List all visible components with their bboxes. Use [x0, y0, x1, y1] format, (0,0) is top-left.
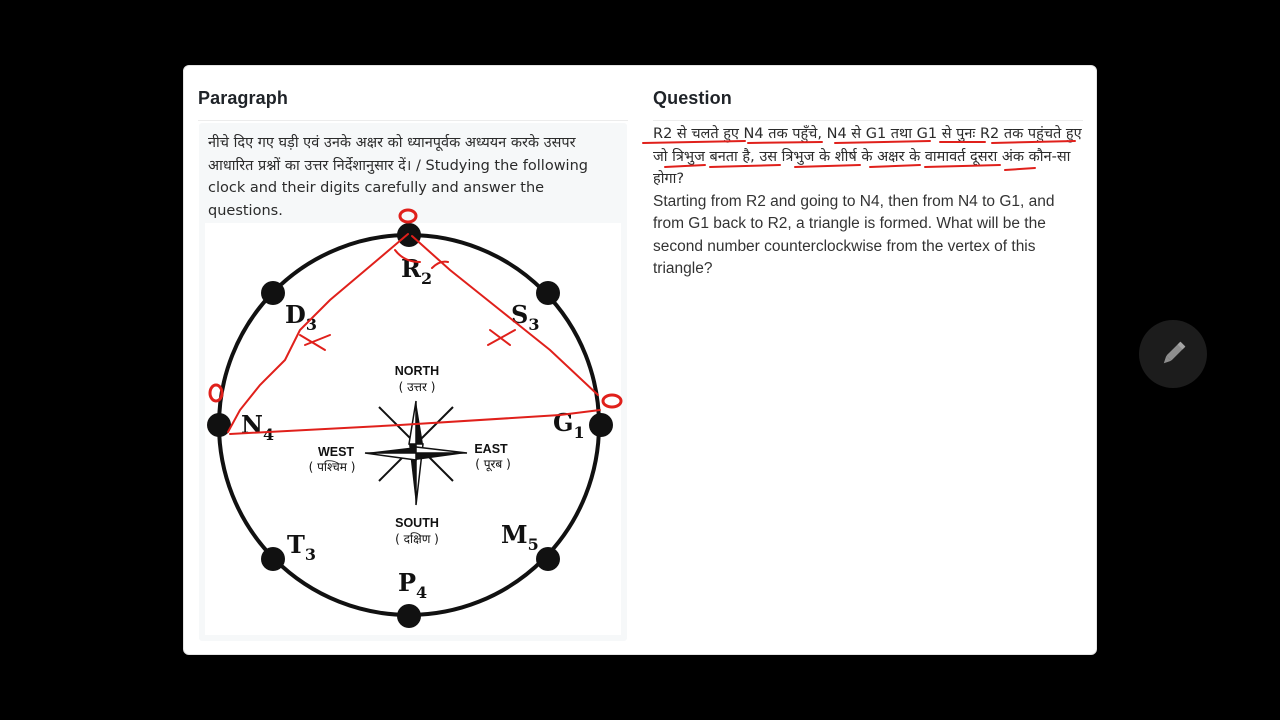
question-panel [653, 123, 1083, 281]
svg-text:EAST: EAST [474, 442, 508, 456]
question-text-hindi: R2 से चलते हुए N4 तक पहुँचे, N4 से G1 तथा G1 से पुनः R2 तक पहुंचते हुए जो त्रिभुज बनता है, उस त्रिभुज के शीर्ष के अक्षर के वामावर्त दूसरा अंक कौन-सा होगा? [653, 126, 1082, 187]
label-D: $D_3$ [285, 300, 317, 334]
svg-text:( उत्तर ): ( उत्तर ) [398, 380, 436, 394]
clock-diagram [205, 223, 621, 635]
paragraph-divider [198, 120, 628, 121]
paragraph-text: नीचे दिए गए घड़ी एवं उनके अक्षर को ध्यानपूर्वक अध्ययन करके उसपर आधारित प्रश्नों का उत्तर निर्देशानुसार दें। / Studying the following clock and their digits carefully and answer the questions. [208, 135, 588, 219]
svg-text:WEST: WEST [317, 445, 355, 459]
pencil-icon [1156, 337, 1190, 371]
question-card [183, 65, 1097, 655]
label-T: $T_3$ [287, 530, 316, 564]
paragraph-title: Paragraph [198, 88, 288, 108]
svg-text:( दक्षिण ): ( दक्षिण ) [395, 532, 439, 546]
label-P: $P_4$ [398, 568, 428, 602]
edit-button[interactable] [1139, 320, 1207, 388]
paragraph-panel [199, 123, 627, 641]
label-N: $N_4$ [241, 410, 275, 444]
compass-rose [365, 401, 467, 505]
clock-figure [205, 223, 621, 635]
question-divider [653, 120, 1083, 121]
svg-text:NORTH: NORTH [394, 364, 440, 378]
label-S: $S_3$ [511, 300, 540, 334]
question-title: Question [653, 88, 732, 108]
label-G: $G_1$ [553, 408, 585, 442]
label-R: $R_2$ [401, 254, 433, 288]
svg-text:( पश्चिम ): ( पश्चिम ) [308, 460, 356, 474]
label-M: $M_5$ [501, 520, 539, 554]
svg-text:( पूरब ): ( पूरब ) [475, 457, 511, 471]
question-text-english: Starting from R2 and going to N4, then from N4 to G1, and from G1 back to R2, a triangle is formed. What will be the second number counterclockwise from the vertex of this triangle? [653, 192, 1055, 277]
svg-text:SOUTH: SOUTH [395, 516, 439, 530]
